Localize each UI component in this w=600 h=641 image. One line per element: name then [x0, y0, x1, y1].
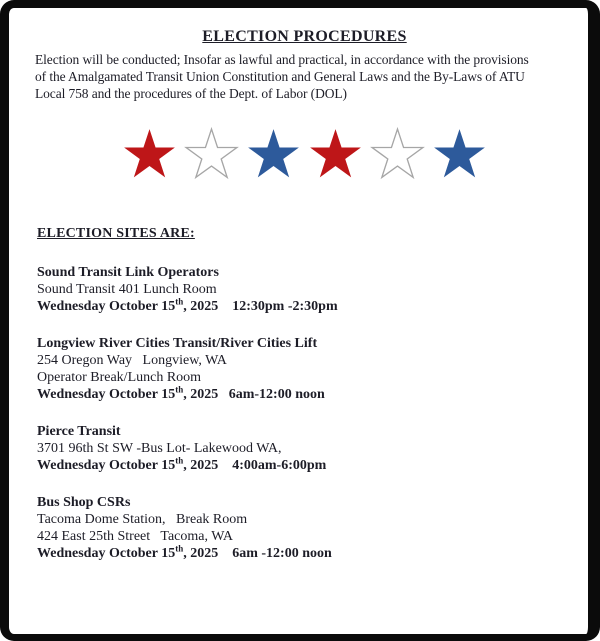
- date-text: Wednesday October 15: [37, 387, 176, 402]
- site-datetime: [37, 298, 574, 315]
- site-detail-line: Operator Break/Lunch Room: [37, 370, 202, 385]
- date-text: Wednesday October 15: [37, 299, 176, 314]
- site-section: [37, 423, 574, 474]
- site-detail-line: Tacoma Dome Station, Break Room: [37, 512, 248, 527]
- date-time-text: , 2025 6am -12:00 noon: [183, 546, 332, 561]
- blue-star-icon: [431, 126, 488, 182]
- stars-row: [35, 124, 574, 184]
- date-time-text: , 2025 6am-12:00 noon: [183, 387, 325, 402]
- site-section: [37, 264, 574, 315]
- date-time-text: , 2025 12:30pm -2:30pm: [183, 299, 338, 314]
- intro-line: Election will be conducted; Insofar as lawful and practical, in accordance with the provisions: [35, 52, 529, 67]
- site-name: Pierce Transit: [37, 424, 121, 439]
- sites-heading: ELECTION SITES ARE:: [37, 226, 195, 241]
- site-datetime: [37, 386, 574, 403]
- ordinal-suffix: th: [175, 455, 184, 466]
- intro-line: Local 758 and the procedures of the Dept. of Labor (DOL): [35, 86, 347, 101]
- site-detail-line: 424 East 25th Street Tacoma, WA: [37, 529, 234, 544]
- site-name: Sound Transit Link Operators: [37, 265, 219, 280]
- red-star-icon: [121, 126, 178, 182]
- ordinal-suffix: th: [175, 384, 184, 395]
- intro-paragraph: [35, 51, 574, 102]
- site-section: [37, 494, 574, 562]
- ordinal-suffix: th: [175, 543, 184, 554]
- site-section: [37, 335, 574, 403]
- intro-line: of the Amalgamated Transit Union Constitution and General Laws and the By-Laws of ATU: [35, 69, 525, 84]
- site-detail-line: 3701 96th St SW -Bus Lot- Lakewood WA,: [37, 441, 282, 456]
- site-detail-line: 254 Oregon Way Longview, WA: [37, 353, 227, 368]
- date-text: Wednesday October 15: [37, 458, 176, 473]
- site-detail-line: Sound Transit 401 Lunch Room: [37, 282, 217, 297]
- date-text: Wednesday October 15: [37, 546, 176, 561]
- date-time-text: , 2025 4:00am-6:00pm: [183, 458, 327, 473]
- page-title: ELECTION PROCEDURES: [202, 28, 407, 45]
- ordinal-suffix: th: [175, 296, 184, 307]
- document-content: [9, 8, 588, 562]
- white-star-icon: [183, 126, 240, 182]
- site-name: Bus Shop CSRs: [37, 495, 131, 510]
- site-datetime: [37, 545, 574, 562]
- red-star-icon: [307, 126, 364, 182]
- white-star-icon: [369, 126, 426, 182]
- site-datetime: [37, 457, 574, 474]
- site-name: Longview River Cities Transit/River Cities Lift: [37, 336, 318, 351]
- blue-star-icon: [245, 126, 302, 182]
